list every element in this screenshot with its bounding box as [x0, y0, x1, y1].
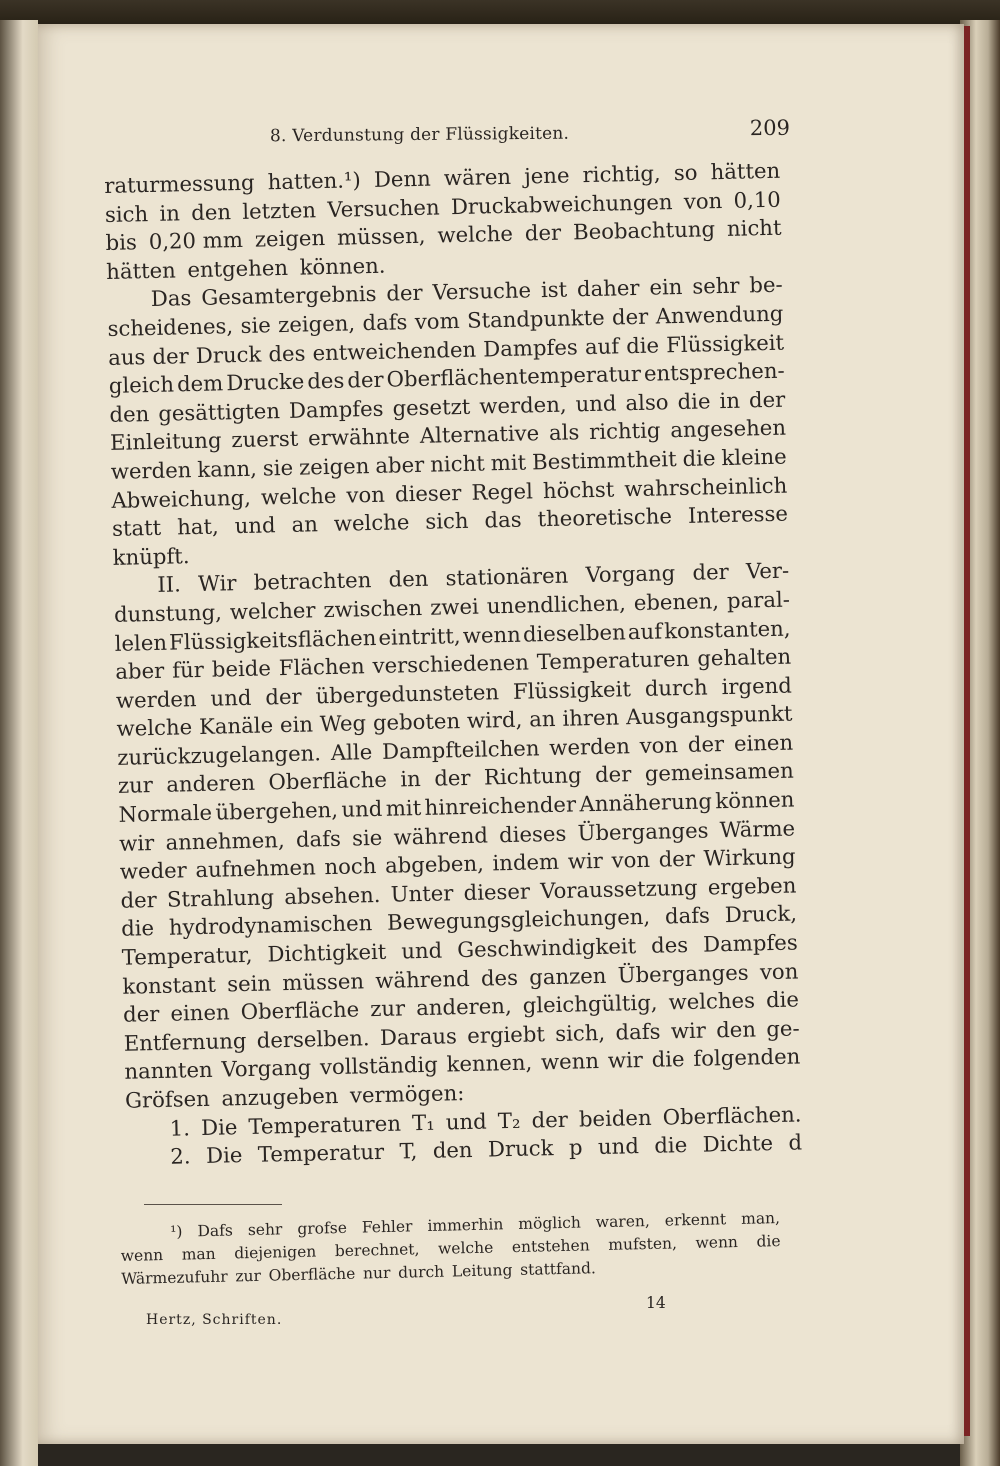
- signature-name: Hertz, Schriften.: [146, 1312, 283, 1328]
- running-title: 8. Verdunstung der Flüssigkeiten.: [269, 123, 570, 147]
- body-text: [104, 157, 803, 1173]
- word: des: [268, 340, 306, 366]
- word: zur: [369, 995, 406, 1022]
- word: Versuche: [432, 277, 532, 305]
- word: T₁: [411, 1109, 435, 1135]
- footnote-word: möglich: [518, 1213, 582, 1233]
- word: Flüssigkeitsflächen: [168, 624, 377, 655]
- word: wir: [670, 1017, 707, 1044]
- word: irgend: [721, 672, 793, 699]
- word: welche: [116, 714, 193, 742]
- word: der: [524, 219, 562, 246]
- word: Richtung: [483, 762, 582, 791]
- signature-number: 14: [646, 1294, 666, 1312]
- word: lelen: [114, 629, 168, 656]
- footnote-word: mufsten,: [608, 1234, 678, 1254]
- word: gleich: [108, 371, 175, 399]
- word: der: [748, 386, 786, 413]
- footnote-word: die: [756, 1232, 781, 1251]
- word: dieses: [498, 820, 567, 847]
- word: als: [548, 419, 580, 446]
- word: Wirkung: [703, 843, 796, 871]
- footnote-word: ¹): [170, 1222, 183, 1241]
- word: 2.: [170, 1143, 191, 1169]
- word: raturmessung: [104, 169, 255, 198]
- word: die: [677, 388, 711, 414]
- word: nicht: [726, 214, 782, 242]
- word: hätten: [710, 157, 781, 185]
- word: müssen: [282, 967, 365, 995]
- word: Das: [150, 285, 192, 312]
- word: Dichtigkeit: [267, 938, 387, 967]
- word: richtig: [588, 417, 661, 445]
- word: auf: [627, 617, 663, 644]
- word: Oberflächentemperatur: [386, 361, 642, 392]
- word: dafs: [362, 309, 408, 336]
- word: Daraus: [379, 1023, 458, 1050]
- word: 0,20 mm: [148, 227, 244, 255]
- word: absehen.: [284, 881, 381, 909]
- word: Flüssigkeit: [665, 329, 785, 357]
- word: stationären: [445, 562, 569, 591]
- word: gemeinsamen: [644, 757, 794, 787]
- word: ist: [540, 276, 568, 303]
- word: Oberfläche: [268, 767, 388, 795]
- word: der: [122, 1001, 160, 1027]
- page-number: 209: [749, 115, 791, 141]
- word: konstant: [122, 971, 217, 999]
- word: Interesse: [687, 500, 789, 528]
- word: Versuchen: [327, 193, 440, 222]
- word: Überganges: [577, 817, 709, 846]
- word: Temperatur,: [121, 941, 253, 970]
- word: wir: [567, 848, 604, 874]
- word: zeigen,: [277, 310, 356, 338]
- word: von: [683, 187, 723, 214]
- word: scheidenes,: [107, 313, 234, 341]
- word: und: [341, 795, 383, 822]
- word: indem: [492, 849, 560, 876]
- word: Oberfläche: [240, 996, 360, 1025]
- word: annehmen,: [165, 826, 285, 855]
- word: Dampfteilchen: [381, 735, 540, 764]
- word: auf: [584, 332, 620, 359]
- word: letzten: [242, 196, 317, 224]
- word: beide: [211, 655, 272, 682]
- word: gehalten: [697, 643, 792, 671]
- word: ebenen,: [633, 588, 720, 615]
- word: Gröfsen: [124, 1085, 211, 1113]
- page-header: [269, 115, 791, 153]
- word: Dampfes: [482, 333, 579, 362]
- word: aber: [375, 451, 425, 478]
- word: ge-: [766, 1015, 800, 1042]
- word: ergeben: [707, 872, 797, 900]
- word: Bewegungsgleichungen,: [386, 904, 651, 936]
- word: anderen: [166, 770, 256, 798]
- word: des: [480, 964, 519, 991]
- word: Standpunkte: [466, 304, 605, 333]
- word: von: [639, 732, 679, 758]
- word: sehr: [691, 272, 740, 300]
- word: anzugeben: [221, 1082, 339, 1111]
- word: Druckabweichungen: [450, 188, 673, 219]
- word: Wir: [197, 570, 237, 597]
- word: gleichgültig,: [522, 989, 658, 1018]
- word: werden: [115, 685, 197, 713]
- word: den: [715, 1016, 757, 1043]
- word: der: [692, 559, 729, 586]
- footnote-word: wenn: [695, 1232, 739, 1252]
- word: ein: [279, 711, 314, 738]
- word: Beobachtung: [572, 216, 716, 245]
- word: dafs: [664, 902, 711, 929]
- word: Anwendung: [655, 300, 784, 329]
- word: nannten: [124, 1057, 213, 1085]
- word: dafs: [615, 1018, 661, 1045]
- word: die: [654, 1132, 688, 1158]
- word: gesetzt: [392, 393, 471, 421]
- word: kleine: [721, 443, 787, 470]
- word: also: [625, 389, 669, 415]
- word: zuerst: [231, 426, 299, 453]
- word: wir: [607, 1047, 644, 1074]
- word: hinreichender: [424, 791, 577, 820]
- word: die: [651, 1046, 685, 1073]
- word: konstanten,: [663, 615, 791, 643]
- word: wird,: [466, 706, 523, 734]
- word: den: [432, 1137, 473, 1163]
- word: Einleitung: [109, 427, 222, 456]
- footnote-word: sehr: [247, 1220, 283, 1240]
- word: angesehen: [670, 414, 787, 443]
- word: von: [759, 958, 799, 984]
- word: an: [291, 511, 319, 537]
- footnote-divider: [144, 1204, 282, 1205]
- word: jene: [523, 162, 570, 189]
- word: paral-: [726, 586, 791, 613]
- word: zwei: [429, 593, 480, 620]
- word: dieselben: [522, 618, 626, 647]
- word: werden,: [478, 391, 567, 419]
- footnote-word: waren,: [595, 1211, 651, 1232]
- word: anderen,: [415, 993, 512, 1021]
- word: in: [159, 199, 181, 226]
- word: wir: [118, 829, 155, 856]
- word: der: [347, 366, 384, 393]
- word: Drucke: [226, 368, 305, 396]
- footnote-word: zur: [235, 1266, 262, 1286]
- word: in: [719, 387, 741, 413]
- word: sich: [104, 200, 149, 227]
- word: werden: [548, 733, 631, 760]
- word: müssen,: [336, 222, 426, 250]
- word: Flüssigkeit: [512, 675, 632, 704]
- footnote-word: immerhin: [427, 1215, 504, 1236]
- word: beiden: [578, 1104, 652, 1132]
- word: dunstung,: [113, 599, 223, 627]
- word: wenn: [540, 1048, 600, 1075]
- footnote-word: man: [181, 1244, 216, 1264]
- word: ganzen: [528, 962, 607, 990]
- word: Druck,: [724, 900, 798, 928]
- word: Temperatur: [257, 1139, 385, 1167]
- word: Dichte: [702, 1130, 774, 1157]
- word: Die: [200, 1113, 238, 1140]
- word: der: [658, 846, 696, 872]
- word: der: [434, 765, 471, 792]
- word: der: [120, 886, 158, 913]
- word: einen: [733, 729, 794, 756]
- word: Geschwindigkeit: [456, 933, 637, 963]
- word: verschiedenen: [372, 649, 530, 679]
- word: 1.: [169, 1114, 191, 1141]
- word: welche: [260, 482, 337, 510]
- footnote-word: nur: [362, 1263, 391, 1283]
- word: nicht: [429, 450, 485, 477]
- word: dieser: [463, 878, 531, 905]
- word: einen: [170, 999, 230, 1026]
- word: erwähnte: [307, 423, 411, 451]
- word: sie: [351, 824, 383, 851]
- word: Die: [205, 1142, 243, 1169]
- word: den: [190, 198, 232, 225]
- word: so: [673, 159, 698, 186]
- word: wären: [443, 163, 512, 191]
- word: an: [528, 706, 556, 732]
- word: zurückzugelangen.: [116, 740, 322, 770]
- word: werden: [110, 457, 192, 484]
- footnote-word: entstehen: [511, 1236, 590, 1257]
- word: Temperaturen: [248, 1110, 402, 1139]
- word: d: [788, 1129, 803, 1155]
- word: II.: [157, 571, 182, 598]
- word: und: [445, 1108, 487, 1135]
- word: richtig,: [582, 160, 661, 188]
- word: zwischen: [323, 594, 423, 623]
- word: zeigen: [298, 452, 370, 480]
- word: vollständig: [319, 1052, 439, 1080]
- word: 0,10: [733, 186, 782, 213]
- word: weder: [119, 857, 188, 885]
- word: Oberflächen.: [662, 1101, 802, 1130]
- word: Dampfes: [288, 395, 384, 423]
- word: Flächen: [278, 653, 365, 681]
- footnote-word: Oberfläche: [268, 1264, 356, 1285]
- word: Strahlung: [166, 884, 275, 912]
- word: entweichenden: [312, 336, 477, 365]
- word: entgehen: [187, 254, 289, 282]
- word: Druck: [195, 341, 262, 368]
- word: welche: [437, 220, 514, 248]
- book-page-edge-left: [0, 20, 38, 1466]
- word: der: [386, 280, 423, 306]
- word: gesättigten: [157, 397, 281, 426]
- word: ein: [649, 274, 683, 301]
- word: von: [346, 481, 386, 508]
- footnote-word: stattfand.: [519, 1259, 597, 1279]
- word: betrachten: [253, 567, 372, 596]
- word: Ver-: [745, 557, 790, 584]
- word: hat,: [176, 513, 219, 540]
- word: Unter: [390, 880, 454, 907]
- word: entsprechen-: [643, 357, 785, 386]
- word: kennen,: [446, 1049, 533, 1077]
- footnote-word: wenn: [120, 1246, 164, 1265]
- word: übergedunsteten: [315, 678, 500, 709]
- word: geboten: [372, 708, 461, 736]
- word: sie: [262, 454, 294, 481]
- word: Wärme: [719, 815, 796, 842]
- word: in: [400, 766, 422, 792]
- word: kann,: [197, 455, 258, 482]
- word: statt: [111, 514, 162, 542]
- word: wahrscheinlich: [624, 472, 788, 501]
- word: Denn: [373, 165, 431, 192]
- word: während: [375, 965, 470, 993]
- word: eintritt,: [378, 622, 461, 650]
- word: Alle: [330, 738, 373, 765]
- word: die: [120, 915, 155, 942]
- word: hydrodynamischen: [168, 910, 373, 941]
- word: Voraussetzung: [539, 874, 698, 904]
- word: und: [401, 937, 443, 964]
- word: T₂: [497, 1107, 521, 1133]
- footnote-word: man,: [740, 1209, 781, 1228]
- word: welcher: [229, 597, 316, 625]
- word: Vorgang: [585, 560, 676, 588]
- word: der: [531, 1106, 569, 1133]
- word: für: [171, 656, 205, 683]
- footnote-word: durch: [397, 1262, 445, 1282]
- word: Vorgang: [221, 1054, 312, 1082]
- word: knüpft.: [112, 542, 190, 570]
- word: folgenden: [693, 1043, 801, 1072]
- word: hatten.¹): [267, 167, 361, 195]
- word: aber: [115, 657, 165, 684]
- word: die: [625, 332, 660, 358]
- word: und: [597, 1133, 640, 1160]
- word: welche: [333, 509, 410, 536]
- word: be-: [749, 272, 783, 298]
- word: noch: [324, 853, 377, 880]
- word: und: [234, 512, 276, 539]
- word: von: [611, 847, 651, 873]
- word: zeigen: [254, 225, 326, 252]
- word: Ausgangspunkt: [625, 700, 793, 730]
- word: durch: [644, 674, 708, 701]
- word: der: [594, 761, 632, 788]
- word: den: [109, 400, 150, 427]
- word: der: [265, 683, 302, 710]
- word: unendlichen,: [486, 590, 627, 619]
- word: hätten: [105, 257, 177, 284]
- word: höchst: [542, 476, 615, 503]
- word: mit: [385, 795, 422, 821]
- footnote: [120, 1207, 781, 1291]
- word: vom: [414, 307, 460, 334]
- word: ihren: [562, 704, 620, 732]
- word: der: [687, 730, 725, 757]
- word: T,: [399, 1138, 418, 1164]
- book-page: [38, 24, 964, 1444]
- footnote-word: erkennt: [664, 1210, 727, 1230]
- word: und: [575, 390, 617, 417]
- word: während: [393, 822, 489, 850]
- footnote-word: diejenigen: [234, 1242, 317, 1263]
- word: den: [388, 566, 429, 592]
- word: dieser: [394, 479, 462, 507]
- word: Druck: [487, 1135, 554, 1162]
- word: der: [152, 342, 189, 369]
- word: des: [307, 367, 345, 394]
- word: Temperaturen: [536, 645, 690, 675]
- word: übergehen,: [215, 796, 339, 825]
- footnote-word: Wärmezufuhr: [121, 1267, 228, 1288]
- word: Alternative: [419, 420, 540, 449]
- word: das: [484, 506, 522, 533]
- word: mit: [490, 449, 527, 476]
- footnote-word: grofse: [297, 1218, 348, 1238]
- word: aufnehmen: [195, 854, 316, 883]
- footnote-word: Fehler: [361, 1217, 413, 1237]
- word: die: [682, 445, 716, 471]
- word: derselben.: [256, 1025, 370, 1053]
- word: sein: [226, 970, 272, 997]
- word: Entfernung: [123, 1027, 247, 1056]
- word: ergiebt: [466, 1021, 546, 1048]
- word: sich,: [554, 1019, 606, 1046]
- word: Normale: [118, 799, 213, 827]
- word: der: [611, 303, 649, 330]
- word: sie: [240, 312, 272, 338]
- word: dafs: [295, 825, 342, 852]
- word: daher: [576, 275, 640, 302]
- word: Dampfes: [702, 929, 798, 957]
- word: Gesamtergebnis: [200, 281, 377, 311]
- word: und: [210, 684, 252, 711]
- word: Bestimmtheit: [531, 446, 677, 475]
- word: aus: [107, 343, 146, 370]
- word: Abweichung,: [111, 484, 252, 513]
- word: des: [650, 931, 689, 958]
- word: dem: [176, 370, 224, 397]
- word: Weg: [319, 710, 367, 737]
- word: Regel: [471, 477, 534, 505]
- footnote-word: Dafs: [197, 1221, 234, 1241]
- footnote-word: Leitung: [451, 1261, 513, 1281]
- word: können.: [299, 252, 386, 280]
- word: welches: [668, 987, 756, 1015]
- word: p: [568, 1134, 583, 1160]
- word: Kanäle: [198, 712, 274, 740]
- word: theoretische: [537, 503, 673, 532]
- word: Überganges: [617, 959, 749, 988]
- word: abgeben,: [384, 850, 485, 879]
- word: die: [765, 986, 800, 1013]
- word: vermögen:: [349, 1080, 465, 1108]
- word: bis: [105, 229, 138, 256]
- footnote-word: berechnet,: [334, 1240, 420, 1261]
- word: wenn: [462, 621, 522, 648]
- word: Annäherung: [579, 788, 713, 817]
- word: können: [715, 786, 795, 814]
- word: zur: [117, 772, 154, 799]
- word: sich: [425, 507, 469, 534]
- footnote-word: welche: [437, 1238, 494, 1258]
